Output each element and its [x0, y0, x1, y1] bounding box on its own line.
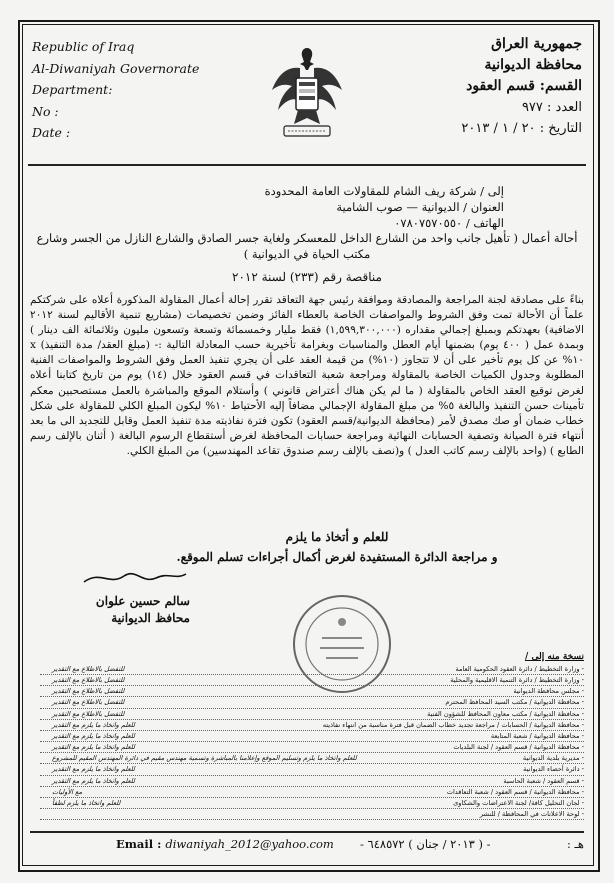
- copy-recipient: - محافظة الديوانية / الحسابات / مراجعة تجديد خطاب الضمان قبل فترة مناسبة من انتهاء نفاذيته: [322, 720, 584, 729]
- copy-row: [40, 664, 584, 675]
- letter-body: بناءً على مصادقة لجنة المراجعة والمصادقة وموافقة رئيس جهة التعاقد تقرر إحالة أعمال المقاولة المذكورة أعلاه على شركتكم علماً أن الأحالة تمت وفق الشروط والمواصفات الخاصة بالعطاء الفائز وضمن تخصيصات (مشاريع تنمية الأقاليم لسنة ٢٠١٢ الاضافية) بعهدتكم وبمبلغ إجمالي مقداره (١,٥٩٩,٣٠٠,٠٠٠) فقط مليار وخمسمائة وتسعة وتسعون مليون وثلاثمائة الف دينار ) وبمدة عمل ( ٤٠٠ يوم) بضمنها أيام العطل والمناسبات وبغرامة تأخيرية حسب المعادلة التالية :- (مبلغ العقد/ مدة التنفيذ) x ١٠% عن كل يوم تأخير على أن لا تتجاوز (١٠%) من قيمة العقد على أن يجري تنفيذ العمل وفق الشروط والمواصفات الفنية المطلوبة وجدول الكميات الخاصة بالمقاولة ومراجعة شعبة التعاقدات في قسم العقود خلال (١٤) يوم من تاريخ كتابنا أعلاه لغرض توقيع العقد الخاص بالمقاولة ( ما لم يكن هناك أعتراض قانوني ) وأستلام الموقع والمباشرة بالعمل مستصحبين معكم تأمينات حسن التنفيذ والبالغة ٥% من مبلغ المقاولة الإجمالي مضافاً إليه الأحتياط ١٠% ليكون المبلغ الكلي للمقاولة على شكل خطاب ضمان أو صك مصدق لأمر (محافظة الديوانية/قسم العقود) تكون فترة نفاذيته مدة تنفيذ العمل وقابل للتجديد الى ما بعد أنتهاء فترة الصيانة وتصفية الحسابات النهائية ومراجعة حسابات المحافظة لغرض أستقطاع الرسوم البالغة ( أثنان بالإلف رسم الطابع ) (واحد بالإلف رسم كاتب العدل ) و(نصف بالإلف رسم صندوق تقاعد المهندسين) من المبلغ الكلي.: [30, 294, 585, 457]
- header-divider: [28, 164, 586, 166]
- copy-row: [40, 675, 584, 686]
- copy-note: للعلم واتخاذ ما يلزم مع التقدير: [52, 731, 135, 740]
- copy-recipient: - وزارة التخطيط / دائرة العقود الحكومية العامة: [455, 665, 584, 673]
- copy-recipient: - محافظة الديوانية / قسم العقود / لجنة البلديات: [453, 743, 584, 752]
- copy-row: [40, 731, 584, 742]
- copy-note: للتفضل بالاطلاع مع التقدير: [52, 687, 125, 696]
- number-ar: العدد : ٩٧٧: [521, 100, 582, 115]
- copy-note: للتفضل بالاطلاع مع التقدير: [52, 676, 125, 685]
- copy-note: للتفضل بالاطلاع مع التقدير: [52, 665, 125, 673]
- copy-note: للعلم واتخاذ ما يلزم مع التقدير: [52, 765, 135, 774]
- copy-row: [40, 798, 584, 809]
- number-en: No :: [32, 103, 59, 119]
- footer-fax-label: هـ :: [567, 837, 584, 851]
- closing-line-2: و مراجعة الدائرة المستفيدة لغرض أكمال أجراءات تسلم الموقع.: [176, 550, 498, 564]
- country-en: Republic of Iraq: [32, 39, 135, 54]
- copy-row: [40, 697, 584, 708]
- closing-line-1: للعلم و أتخاذ ما يلزم: [285, 530, 389, 544]
- email-label: Email :: [116, 837, 162, 851]
- copy-row: [40, 809, 584, 820]
- copies-title: نسخة منه إلى /: [525, 652, 584, 662]
- header-arabic: [461, 34, 582, 139]
- department-en: Department:: [32, 82, 113, 97]
- footer-email: [116, 837, 334, 851]
- signatory-name: سالم حسين علوان: [95, 594, 190, 608]
- recipient-block: [265, 183, 504, 231]
- governorate-ar: محافظة الديوانية: [484, 57, 582, 73]
- footer-number: - ( ٢٠١٣ / جنان ) ٦٤٨٥٧٢ -: [360, 837, 491, 851]
- handwritten-signature: [80, 568, 190, 588]
- governorate-en: Al-Diwaniyah Governorate: [32, 60, 200, 76]
- copy-recipient: - لوحة الاعلانات في المحافظة / للنشر: [479, 810, 584, 819]
- copy-recipient: - قسم العقود / شعبة الحاسبة: [503, 776, 584, 785]
- copy-note: [40, 809, 52, 819]
- copy-note: للعلم واتخاذ ما يلزم لطفاً: [52, 798, 121, 807]
- recipient-phone: الهاتف / ٠٧٨٠٧٥٧٠٥٥٠: [394, 216, 504, 230]
- signature-block: [60, 568, 190, 627]
- copy-note: للتفضل بالاطلاع مع التقدير: [52, 709, 125, 718]
- copy-row: [40, 720, 584, 731]
- copy-recipient: - وزارة التخطيط / دائرة التنمية الاقليمية والمحلية: [450, 676, 584, 685]
- copy-recipient: - مديرية بلدية الديوانية: [522, 754, 584, 763]
- copy-note: للعلم واتخاذ ما يلزم مع التقدير: [52, 743, 135, 752]
- email-address[interactable]: diwaniyah_2012@yahoo.com: [165, 837, 334, 851]
- closing-remarks: [160, 527, 514, 567]
- copy-note: للعلم واتخاذ ما يلزم مع التقدير: [52, 776, 135, 785]
- copy-note: مع الأوليات: [52, 787, 83, 796]
- copy-recipient: - لجان التحليل كافة/ لجنة الاعتراضات والشكاوى: [453, 798, 584, 807]
- copy-recipient: - دائرة أحصاء الديوانية: [523, 765, 584, 774]
- copy-note: للعلم واتخاذ ما يلزم مع التقدير: [52, 720, 135, 729]
- subject-line: أحالة أعمال ( تأهيل جانب واحد من الشارع الداخل للمعسكر ولغاية جسر الصادق والشارع النازل من الجسر وشارع مكتب الحياة في الديوانية ): [36, 231, 578, 261]
- copy-row: [40, 686, 584, 697]
- recipient-name: إلى / شركة ريف الشام للمقاولات العامة المحدودة: [264, 184, 504, 198]
- copy-note: للعلم واتخاذ ما يلزم وتسليم الموقع وإعلامنا بالمباشرة وتسمية مهندس مقيم في دائرة المهندس المقيم للمشروع: [52, 754, 357, 763]
- copy-note: للتفضل بالاطلاع مع التقدير: [52, 698, 125, 707]
- date-ar: التاريخ : ٢٠ / ١ / ٢٠١٣: [461, 121, 582, 136]
- recipient-address: العنوان / الديوانية — صوب الشامية: [336, 200, 504, 214]
- copy-row: [40, 764, 584, 775]
- copy-row: [40, 787, 584, 798]
- department-ar: القسم: قسم العقود: [466, 78, 582, 94]
- copy-recipient: - محافظة الديوانية / مكتب السيد المحافظ المحترم: [445, 698, 584, 707]
- country-ar: جمهورية العراق: [491, 36, 582, 52]
- signatory-title: محافظ الديوانية: [111, 611, 190, 625]
- copy-row: [40, 709, 584, 720]
- footer: [30, 831, 584, 853]
- copy-recipient: - محافظة الديوانية / قسم العقود / شعبة التعاقدات: [446, 787, 584, 796]
- copy-row: [40, 776, 584, 787]
- copy-row: [40, 753, 584, 764]
- header-english: [32, 36, 199, 144]
- date-en: Date :: [32, 125, 71, 140]
- tender-number: مناقصة رقم (٢٣٣) لسنة ٢٠١٢: [232, 270, 382, 284]
- iraq-eagle-emblem: [270, 40, 344, 152]
- copy-recipient: - محافظة الديوانية / شعبة المتابعة: [490, 731, 584, 740]
- copy-recipient: - مجلس محافظة الديوانية: [513, 687, 584, 696]
- copy-row: [40, 742, 584, 753]
- copy-recipient: - محافظة الديوانية / مكتب معاون المحافظ للشؤون الفنية: [427, 709, 584, 718]
- copies-list: [40, 664, 584, 820]
